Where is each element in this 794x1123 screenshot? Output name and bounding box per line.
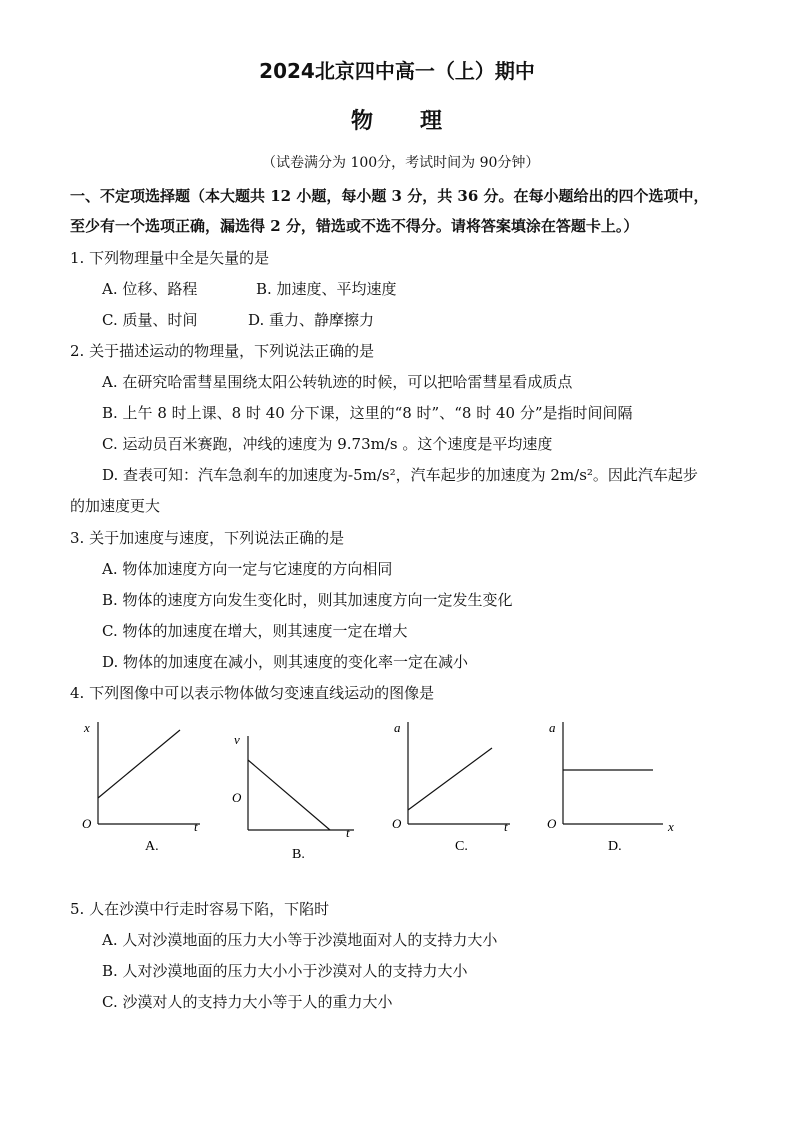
graph-c-line	[408, 748, 492, 810]
section-heading-line2: 至少有一个选项正确，漏选得 2 分，错选或不选不得分。请将答案填涂在答题卡上。）	[70, 217, 639, 235]
graph-d-origin-label: O	[547, 816, 557, 831]
graph-c-origin-label: O	[392, 816, 402, 831]
subject-title: 物 理	[350, 109, 443, 134]
graph-d	[535, 712, 685, 862]
question-2-option-c: C. 运动员百米赛跑，冲线的速度为 9.73m/s 。这个速度是平均速度	[102, 435, 553, 453]
question-3-option-c: C. 物体的加速度在增大，则其速度一定在增大	[102, 622, 408, 640]
question-1-option-c: C. 质量、时间	[102, 311, 198, 329]
graph-a	[70, 712, 220, 862]
graph-a-origin-label: O	[82, 816, 92, 831]
graph-a-caption: A.	[145, 839, 159, 854]
question-1-stem: 1. 下列物理量中全是矢量的是	[70, 249, 270, 267]
exam-note: （试卷满分为 100分，考试时间为 90分钟）	[262, 155, 540, 171]
graph-b	[220, 722, 370, 872]
question-2-option-a: A. 在研究哈雷彗星围绕太阳公转轨迹的时候，可以把哈雷彗星看成质点	[102, 373, 573, 391]
question-3-stem: 3. 关于加速度与速度，下列说法正确的是	[70, 529, 345, 547]
graph-a-x-axis-label: t	[194, 819, 198, 834]
question-5-stem: 5. 人在沙漠中行走时容易下陷，下陷时	[70, 900, 330, 918]
graph-d-x-axis-label: x	[668, 819, 674, 834]
graph-d-y-axis-label: a	[549, 720, 556, 735]
exam-title: 2024北京四中高一（上）期中	[259, 59, 535, 83]
question-2-option-d: D. 查表可知：汽车急刹车的加速度为-5m/s²，汽车起步的加速度为 2m/s²。因此汽车起步	[102, 466, 698, 484]
section-heading: 一、不定项选择题（本大题共 12 小题，每小题 3 分，共 36 分。在每小题给出的四个选项中，	[70, 187, 709, 205]
graph-c-y-axis-label: a	[394, 720, 401, 735]
question-3-option-b: B. 物体的速度方向发生变化时，则其加速度方向一定发生变化	[102, 591, 513, 609]
graph-a-line	[98, 730, 180, 798]
question-2-option-b: B. 上午 8 时上课、8 时 40 分下课，这里的“8 时”、“8 时 40 分”是指时间间隔	[102, 404, 633, 422]
question-2-stem: 2. 关于描述运动的物理量，下列说法正确的是	[70, 342, 375, 360]
graph-b-y-axis-label: v	[234, 732, 240, 747]
graph-c-x-axis-label: t	[504, 819, 508, 834]
graph-b-caption: B.	[292, 847, 305, 862]
question-1-option-d: D. 重力、静摩擦力	[248, 311, 375, 329]
graph-c	[380, 712, 530, 862]
question-1-option-b: B. 加速度、平均速度	[256, 280, 397, 298]
graph-d-caption: D.	[608, 839, 622, 854]
graph-a-y-axis-label: x	[84, 720, 90, 735]
graph-b-origin-label: O	[232, 790, 242, 805]
graph-b-x-axis-label: t	[346, 825, 350, 840]
graph-c-caption: C.	[455, 839, 468, 854]
question-2-option-d-continuation: 的加速度更大	[70, 497, 161, 515]
question-1-option-a: A. 位移、路程	[102, 280, 198, 298]
question-5-option-c: C. 沙漠对人的支持力大小等于人的重力大小	[102, 993, 393, 1011]
question-4-stem: 4. 下列图像中可以表示物体做匀变速直线运动的图像是	[70, 684, 435, 702]
question-3-option-d: D. 物体的加速度在减小，则其速度的变化率一定在减小	[102, 653, 469, 671]
question-5-option-a: A. 人对沙漠地面的压力大小等于沙漠地面对人的支持力大小	[102, 931, 498, 949]
question-5-option-b: B. 人对沙漠地面的压力大小小于沙漠对人的支持力大小	[102, 962, 468, 980]
graph-b-line	[248, 760, 330, 830]
question-3-option-a: A. 物体加速度方向一定与它速度的方向相同	[102, 560, 393, 578]
